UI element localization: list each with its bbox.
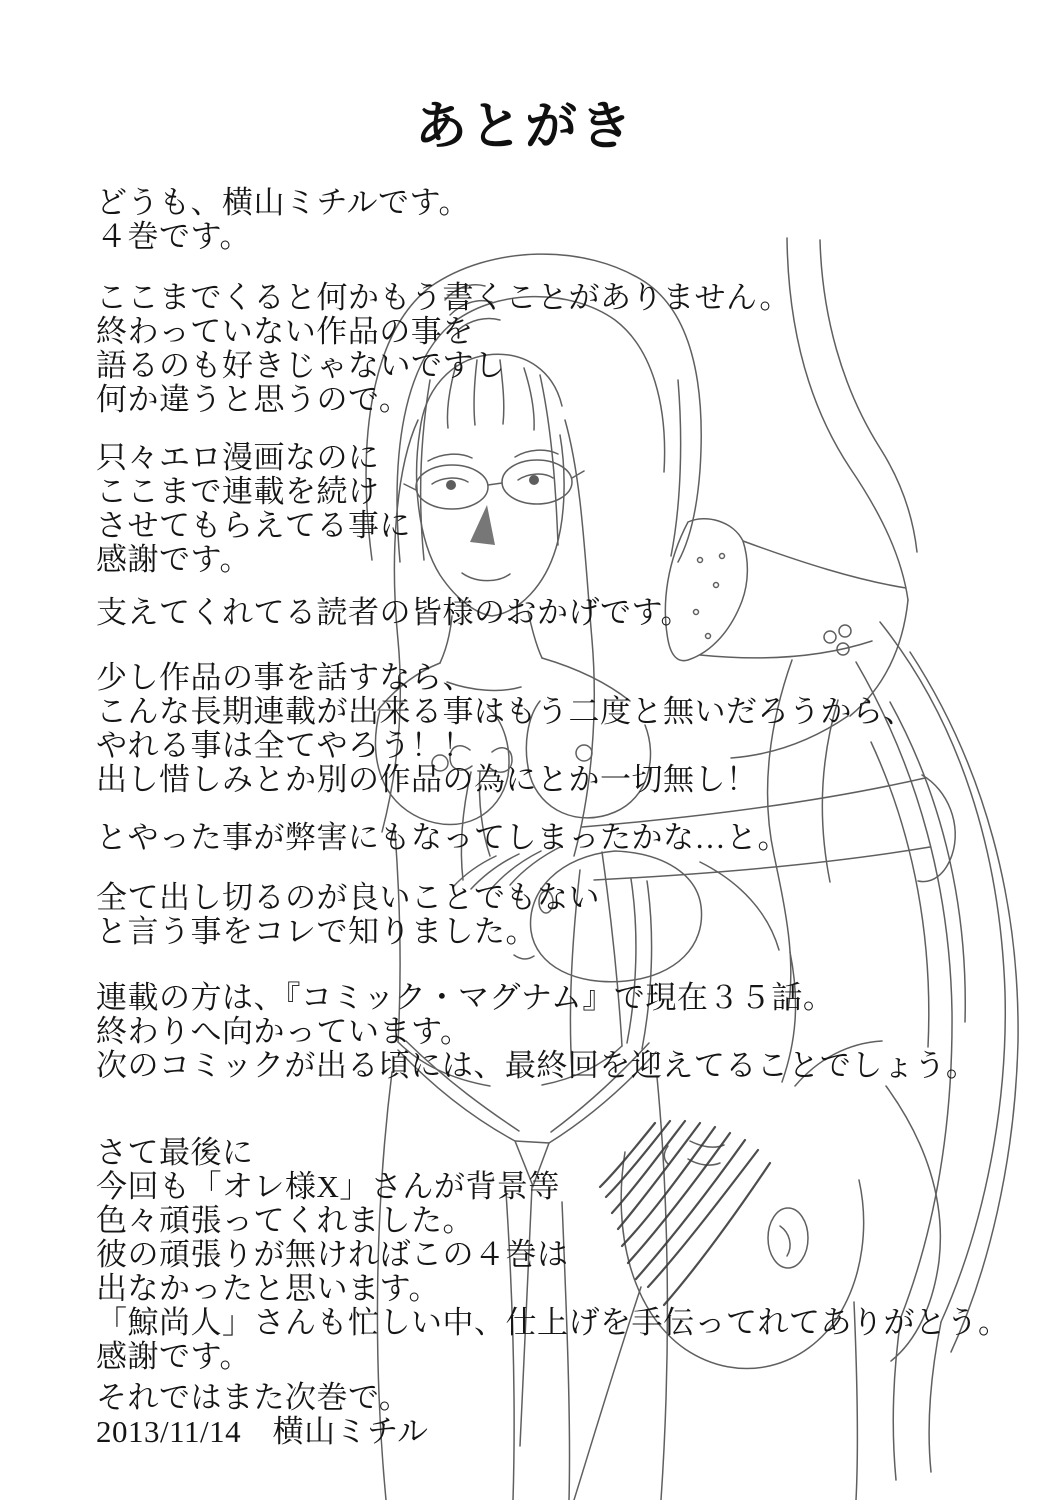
paragraph-final-thanks [96,1136,1010,1374]
text-line: 語るのも好きじゃないですし [96,348,506,383]
text-line: 今回も「オレ様X」さんが背景等 [96,1169,560,1204]
paragraph-drawback [96,821,789,855]
text-line: 何か違うと思うので。 [96,382,411,417]
text-line: とやった事が弊害にもなってしまったかな…と。 [96,820,789,855]
paragraph-serialization-status [96,981,977,1083]
text-line: 只々エロ漫画なのに [96,440,380,475]
paragraph-nothing-to-write [96,281,791,417]
text-line: させてもらえてる事に [96,508,411,543]
text-line: 終わっていない作品の事を [96,314,474,349]
paragraph-about-work [96,661,915,797]
text-line: どうも、横山ミチルです。 [96,185,470,220]
text-line: 全て出し切るのが良いことでもない [96,880,600,915]
text-line: 次のコミックが出る頃には、最終回を迎えてることでしょう。 [96,1048,978,1083]
paragraph-lesson [96,881,600,949]
text-line: 出なかったと思います。 [96,1271,441,1306]
text-line: 感謝です。 [96,1339,252,1374]
text-line: ここまで連載を続け [96,474,380,509]
paragraph-greeting [96,186,470,254]
text-line: ４巻です。 [96,219,252,254]
text-line: 2013/11/14 横山ミチル [96,1414,429,1449]
text-line: 感謝です。 [96,542,252,577]
text-line: 連載の方は、『コミック・マグナム』で現在３５話。 [96,980,835,1015]
text-line: 支えてくれてる読者の皆様のおかげです。 [96,595,693,630]
text-line: やれる事は全てやろう！！ [96,728,474,763]
text-line: 色々頑張ってくれました。 [96,1203,474,1238]
text-line: それではまた次巻で。 [96,1380,411,1415]
paragraph-gratitude-serialization [96,441,411,577]
text-line: 「鯨尚人」さんも忙しい中、仕上げを手伝ってれてありがとう。 [96,1305,1010,1340]
text-line: こんな長期連載が出来る事はもう二度と無いだろうから、 [96,694,915,729]
text-line: ここまでくると何かもう書くことがありません。 [96,280,791,315]
text-line: 終わりへ向かっています。 [96,1014,472,1049]
paragraph-signoff [96,1381,429,1449]
paragraph-thanks-readers [96,596,692,630]
text-line: と言う事をコレで知りました。 [96,914,537,949]
text-line: 出し惜しみとか別の作品の為にとか一切無し！ [96,762,758,797]
text-line: 彼の頑張りが無ければこの４巻は [96,1237,569,1272]
text-line: さて最後に [96,1135,254,1170]
text-line: 少し作品の事を話すなら、 [96,660,474,695]
page-title: あとがき [414,97,635,157]
